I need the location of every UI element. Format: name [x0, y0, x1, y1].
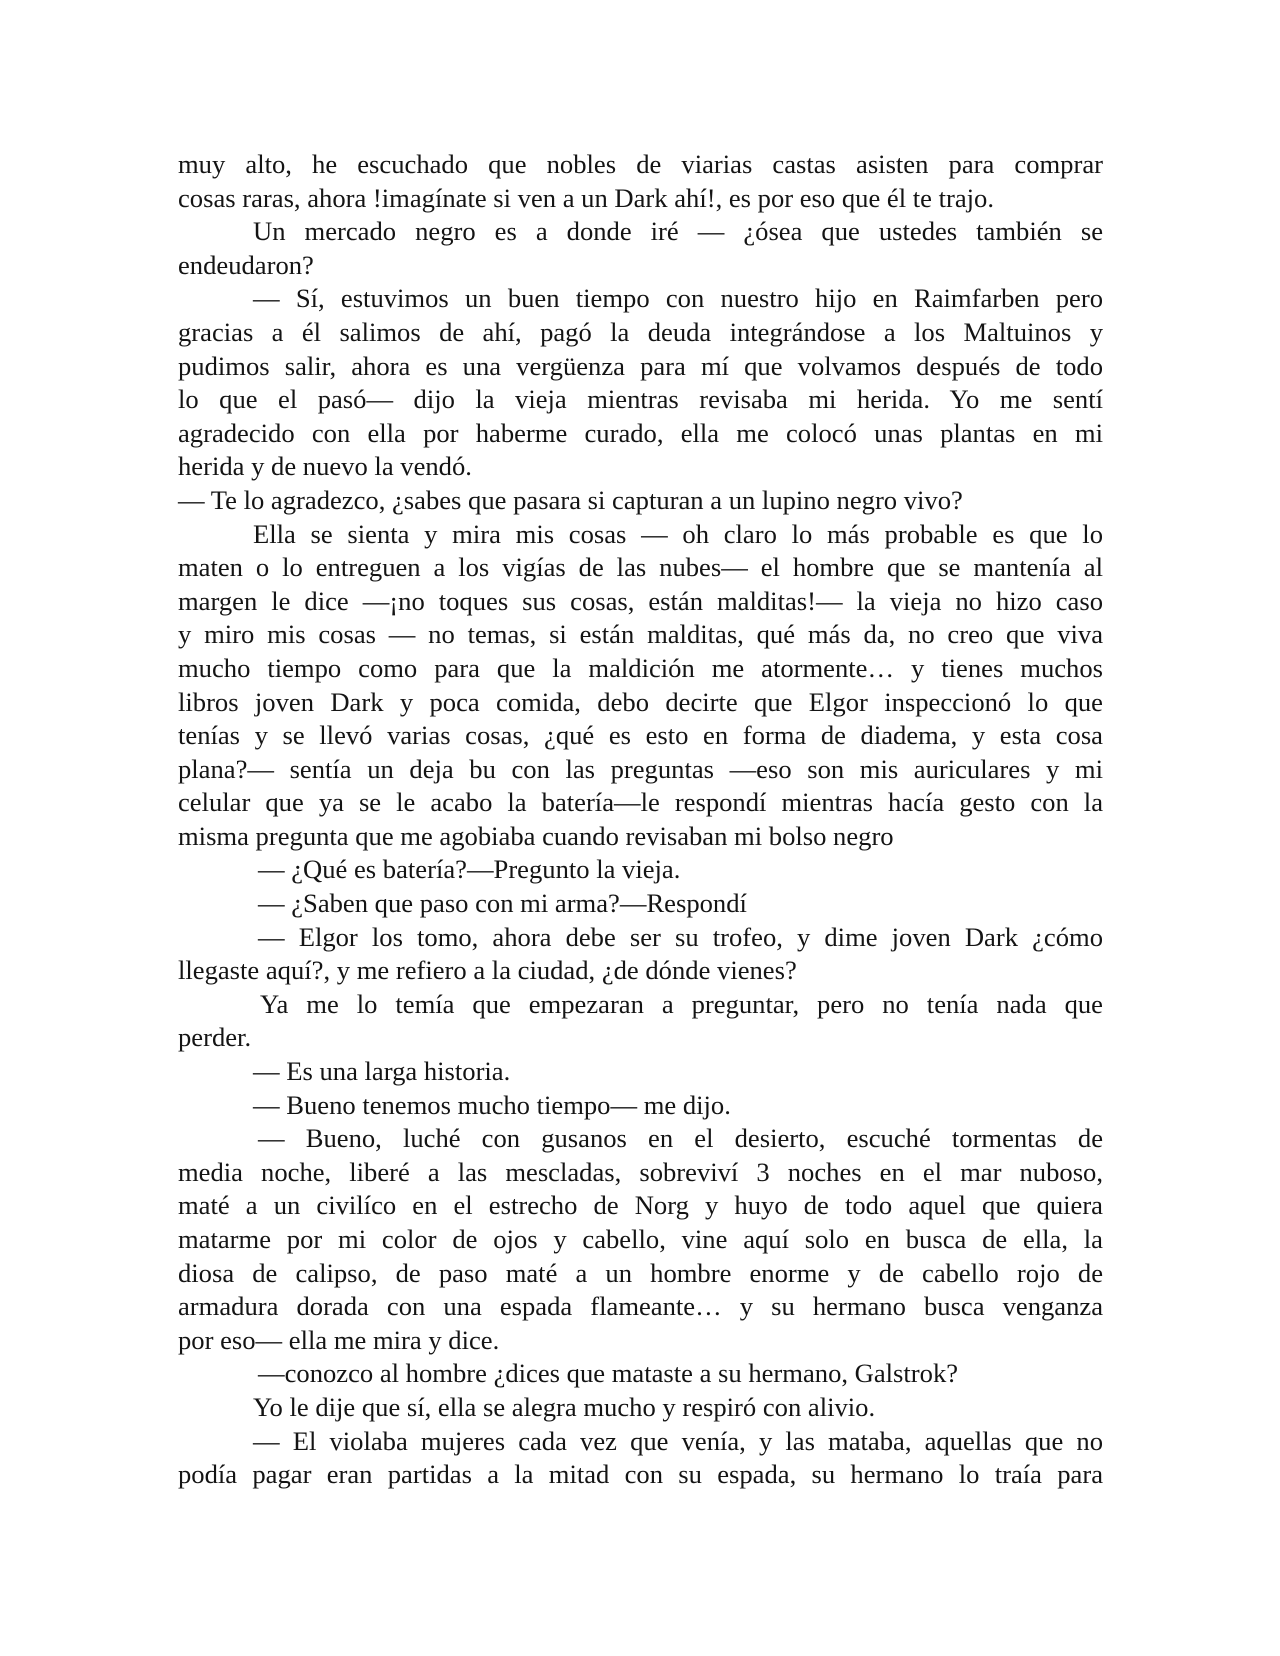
text-line: por eso— ella me mira y dice. [178, 1324, 500, 1355]
text-line: Ya me lo temía que empezaran a preguntar, pero no tenía nada que [260, 988, 1103, 1019]
text-line: — Te lo agradezco, ¿sabes que pasara si capturan a un lupino negro vivo? [178, 484, 963, 515]
text-line: lo que el pasó— dijo la vieja mientras revisaba mi herida. Yo me sentí [178, 384, 1103, 415]
text-line: perder. [178, 1022, 252, 1053]
text-line: —conozco al hombre ¿dices que mataste a su hermano, Galstrok? [258, 1358, 959, 1389]
text-line: — Bueno, luché con gusanos en el desierto, escuché tormentas de [258, 1123, 1103, 1154]
text-line: matarme por mi color de ojos y cabello, vine aquí solo en busca de ella, la [178, 1224, 1103, 1254]
text-line: misma pregunta que me agobiaba cuando revisaban mi bolso negro [178, 820, 894, 851]
text-line: armadura dorada con una espada flameante… y su hermano busca venganza [178, 1291, 1103, 1322]
text-line: — ¿Saben que paso con mi arma?—Respondí [258, 888, 747, 919]
text-line: media noche, liberé a las mescladas, sobreviví 3 noches en el mar nuboso, [178, 1156, 1103, 1187]
text-line: gracias a él salimos de ahí, pagó la deuda integrándose a los Maltuinos y [178, 316, 1103, 347]
text-line: herida y de nuevo la vendó. [178, 451, 472, 482]
text-line: muy alto, he escuchado que nobles de viarias castas asisten para comprar [178, 149, 1103, 179]
text-line: maten o lo entreguen a los vigías de las nubes— el hombre que se mantenía al [178, 552, 1103, 583]
text-line: tenías y se llevó varias cosas, ¿qué es esto en forma de diadema, y esta cosa [178, 720, 1103, 751]
text-line: pudimos salir, ahora es una vergüenza para mí que volvamos después de todo [178, 350, 1103, 381]
text-line: Un mercado negro es a donde iré — ¿ósea que ustedes también se [253, 216, 1103, 247]
text-line: margen le dice —¡no toques sus cosas, están malditas!— la vieja no hizo caso [178, 585, 1103, 616]
text-line: endeudaron? [178, 249, 314, 280]
text-line: Ella se sienta y mira mis cosas — oh claro lo más probable es que lo [253, 518, 1103, 549]
text-line: maté a un civilíco en el estrecho de Norg y huyo de todo aquel que quiera [178, 1190, 1103, 1221]
text-line: — Elgor los tomo, ahora debe ser su trofeo, y dime joven Dark ¿cómo [258, 921, 1103, 952]
text-line: diosa de calipso, de paso maté a un hombre enorme y de cabello rojo de [178, 1257, 1103, 1288]
text-line: — Sí, estuvimos un buen tiempo con nuestro hijo en Raimfarben pero [253, 283, 1103, 314]
text-line: — ¿Qué es batería?—Pregunto la vieja. [258, 854, 681, 885]
text-line: y miro mis cosas — no temas, si están malditas, qué más da, no creo que viva [178, 619, 1103, 650]
text-line: Yo le dije que sí, ella se alegra mucho y respiró con alivio. [253, 1391, 876, 1422]
text-line: celular que ya se le acabo la batería—le respondí mientras hacía gesto con la [178, 787, 1103, 818]
text-line: plana?— sentía un deja bu con las preguntas —eso son mis auriculares y mi [178, 753, 1103, 784]
text-line: — Bueno tenemos mucho tiempo— me dijo. [253, 1089, 731, 1120]
text-line: llegaste aquí?, y me refiero a la ciudad, ¿de dónde vienes? [178, 955, 797, 986]
text-line: cosas raras, ahora !imagínate si ven a un Dark ahí!, es por eso que él te trajo. [178, 182, 994, 213]
body-text [178, 148, 1103, 1492]
text-line: — El violaba mujeres cada vez que venía, y las mataba, aquellas que no [253, 1425, 1103, 1456]
text-line: agradecido con ella por haberme curado, ella me colocó unas plantas en mi [178, 417, 1103, 448]
text-line: podía pagar eran partidas a la mitad con su espada, su hermano lo traía para [178, 1459, 1103, 1490]
text-line: mucho tiempo como para que la maldición me atormente… y tienes muchos [178, 652, 1103, 683]
text-line: — Es una larga historia. [253, 1056, 511, 1087]
text-line: libros joven Dark y poca comida, debo decirte que Elgor inspeccionó lo que [178, 686, 1103, 717]
